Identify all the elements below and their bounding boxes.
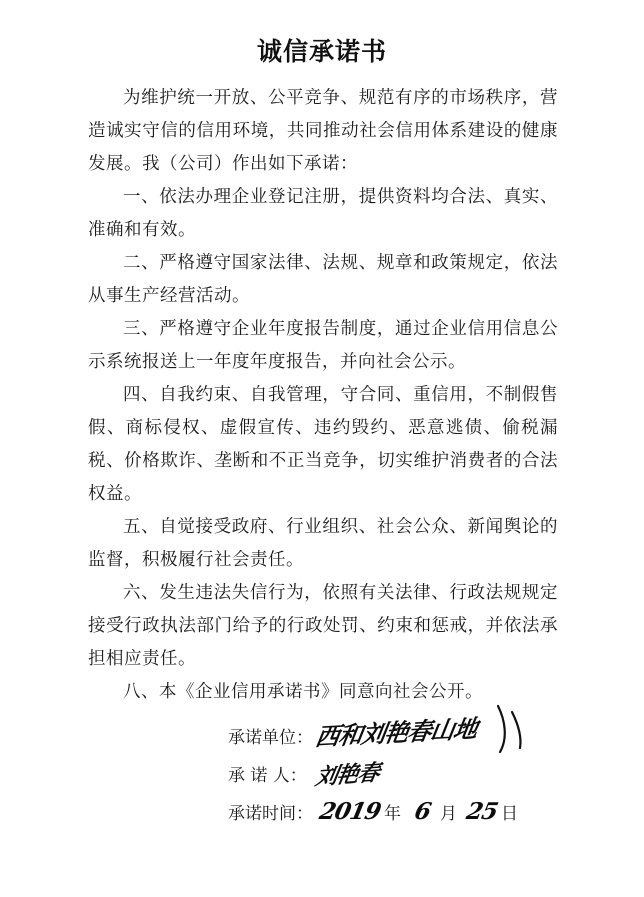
signature-date [316, 798, 518, 825]
person-handwritten-signature: 刘艳春 [313, 759, 381, 790]
org-handwritten-signature: 西和刘艳春山地 [313, 713, 479, 751]
date-year-handwritten: 2019 [317, 797, 383, 825]
document-body [88, 82, 558, 709]
date-day-handwritten: 25 [464, 797, 500, 825]
paragraph-intro: 为维护统一开放、公平竞争、规范有序的市场秩序，营造诚实守信的信用环境，共同推动社会信用体系建设的健康发展。我（公司）作出如下承诺： [88, 88, 558, 174]
paragraph-item-4: 四、自我约束、自我管理，守合同、重信用，不制假售假、商标侵权、虚假宣传、违约毁约、恶意逃债、偷税漏税、价格欺诈、垄断和不正当竞争，切实维护消费者的合法权益。 [88, 385, 558, 504]
paragraph-item-3: 三、严格遵守企业年度报告制度，通过企业信用信息公示系统报送上一年度年度报告，并向社会公示。 [88, 319, 558, 372]
paragraph-item-5: 五、自觉接受政府、行业组织、社会公众、新闻舆论的监督，积极履行社会责任。 [88, 517, 558, 570]
org-label: 承诺单位： [228, 727, 313, 748]
signature-block [228, 713, 608, 830]
signature-person-row [228, 754, 608, 792]
document-title: 诚信承诺书 [256, 37, 387, 66]
paragraph-item-8: 八、本《企业信用承诺书》同意向社会公开。 [123, 682, 483, 702]
date-month-unit: 月 [440, 803, 458, 824]
date-month-handwritten: 6 [412, 797, 433, 825]
paragraph-item-6: 六、发生违法失信行为，依照有关法律、行政法规规定接受行政执法部门给予的行政处罚、约束和惩戒，并依法承担相应责任。 [88, 583, 558, 669]
signature-date-row [228, 792, 608, 830]
date-label: 承诺时间： [228, 803, 313, 824]
person-label: 承 诺 人： [228, 765, 307, 786]
paragraph-item-1: 一、依法办理企业登记注册，提供资料均合法、真实、准确和有效。 [88, 187, 558, 240]
paragraph-item-2: 二、严格遵守国家法律、法规、规章和政策规定，依法从事生产经营活动。 [88, 253, 558, 306]
date-day-unit: 日 [501, 803, 519, 824]
signature-org-row [228, 713, 608, 754]
date-year-unit: 年 [384, 803, 402, 824]
